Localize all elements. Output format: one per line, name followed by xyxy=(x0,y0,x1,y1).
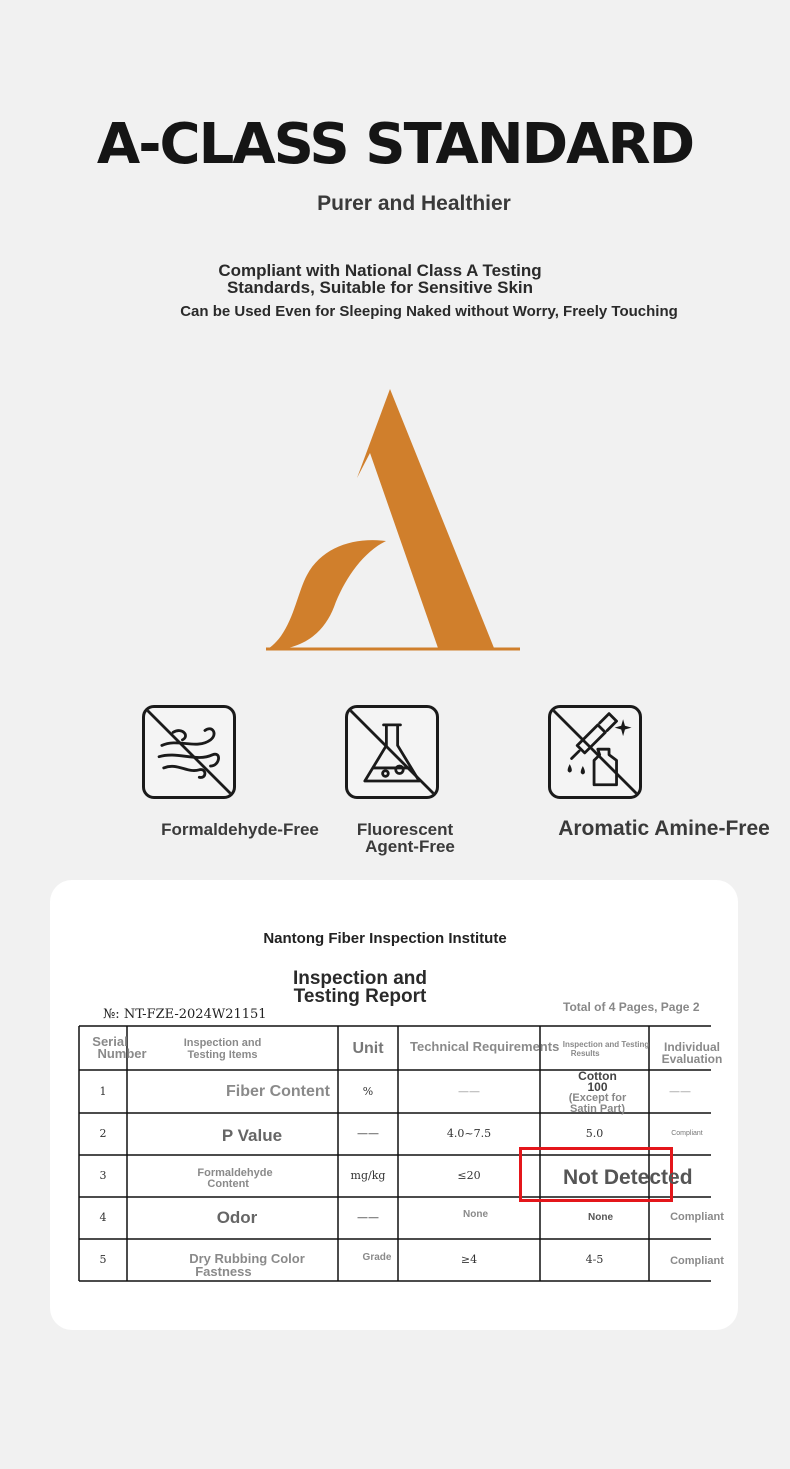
column-header-technical-requirements: Technical Requirements xyxy=(410,1039,560,1054)
table-row-2-serial: 2 xyxy=(99,1127,107,1140)
table-row-2-result: 5.0 xyxy=(585,1127,604,1140)
table-row-2-tech: 4.0~7.5 xyxy=(446,1127,492,1140)
badge-label-formaldehyde-free: Formaldehyde-Free xyxy=(161,820,319,839)
institute-name: Nantong Fiber Inspection Institute xyxy=(263,930,507,947)
table-row-5-unit: Grade xyxy=(362,1252,392,1263)
usage-description: Can be Used Even for Sleeping Naked without Worry, Freely Touching xyxy=(180,303,678,320)
table-row-5-evaluation: Compliant xyxy=(670,1255,724,1267)
table-row-1-evaluation: —— xyxy=(669,1084,691,1098)
column-header-unit: Unit xyxy=(352,1040,384,1057)
column-header-results: Inspection and Testing Results xyxy=(562,1040,650,1058)
table-row-3-serial: 3 xyxy=(99,1169,107,1182)
table-row-1-tech: —— xyxy=(458,1084,480,1098)
table-row-1-serial: 1 xyxy=(99,1084,107,1098)
table-row-3-result: Not Detected xyxy=(563,1166,693,1189)
table-row-1-item: Fiber Content xyxy=(226,1082,330,1100)
description-line-2: Standards, Suitable for Sensitive Skin xyxy=(226,278,534,297)
description-line-1: Compliant with National Class A Testing xyxy=(218,261,542,280)
table-row-4-item: Odor xyxy=(216,1208,258,1227)
table-row-3-tech: ≤20 xyxy=(457,1169,481,1182)
table-row-4-serial: 4 xyxy=(99,1211,107,1224)
table-row-1-result: Cotton 100 (Except for Satin Part) xyxy=(568,1069,627,1115)
table-row-5-result: 4-5 xyxy=(585,1253,604,1266)
table-row-2-evaluation: Compliant xyxy=(671,1130,703,1137)
table-row-3-item: Formaldehyde Content xyxy=(197,1167,273,1190)
page-title: A-CLASS STANDARD xyxy=(96,112,694,177)
table-row-1-unit: % xyxy=(362,1084,374,1098)
table-row-4-evaluation: Compliant xyxy=(670,1211,724,1223)
column-header-items: Inspection and Testing Items xyxy=(183,1037,262,1061)
table-row-2-unit: —— xyxy=(357,1127,379,1140)
table-row-4-unit: —— xyxy=(357,1211,379,1224)
table-row-2-item: P Value xyxy=(221,1126,283,1145)
table-row-5-item: Dry Rubbing Color Fastness xyxy=(189,1251,305,1279)
table-row-3-unit: mg/kg xyxy=(350,1169,386,1182)
page-subtitle: Purer and Healthier xyxy=(317,192,511,215)
table-row-5-tech: ≥4 xyxy=(460,1253,478,1266)
column-header-serial: Serial Number xyxy=(92,1034,147,1061)
table-row-5-serial: 5 xyxy=(99,1253,107,1266)
report-number: №: NT-FZE-2024W21151 xyxy=(103,1007,267,1022)
badge-label-fluorescent-agent-free: Fluorescent Agent-Free xyxy=(356,820,455,856)
badge-label-aromatic-amine-free: Aromatic Amine-Free xyxy=(558,817,770,840)
table-row-4-tech: None xyxy=(463,1209,488,1220)
page-indicator: Total of 4 Pages, Page 2 xyxy=(563,1000,700,1014)
column-header-evaluation: Individual Evaluation xyxy=(661,1040,723,1066)
table-row-4-result: None xyxy=(588,1212,613,1223)
report-title: Inspection and Testing Report xyxy=(292,968,428,1007)
